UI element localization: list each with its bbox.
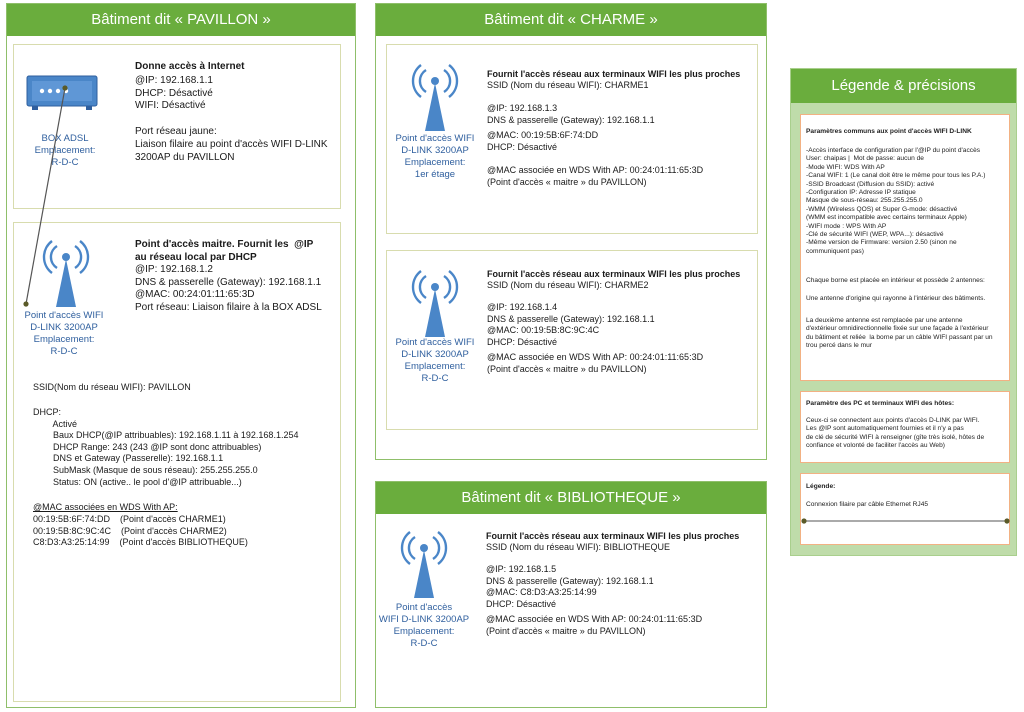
bibliotheque-ssid: SSID (Nom du réseau WIFI): BIBLIOTHEQUE bbox=[486, 542, 671, 552]
charme2-caption: Point d'accès WIFI D-LINK 3200AP Emplacement: R-D-C bbox=[395, 337, 475, 384]
box-adsl-lines: @IP: 192.168.1.1 DHCP: Désactivé WIFI: Désactivé bbox=[135, 75, 213, 112]
legend-title: Légende & précisions bbox=[791, 69, 1016, 103]
charme2-wds: @MAC associée en WDS With AP: 00:24:01:11:65:3D (Point d'accès « maitre » du PAVILLON) bbox=[487, 352, 704, 374]
ap-master-dhcp: DHCP: Activé Baux DHCP(@IP attribuables): 192.168.1.11 à 192.168.1.254 DHCP Range: 243 (243 @IP sont donc attribuables) DNS et Gateway (Passerelle): 192.168.1.1 SubMask (Masque de sous réseau): 255.255.255.0 Status: ON (active.. le pool d'@IP attribuable...) bbox=[33, 407, 299, 487]
charme1-card bbox=[386, 44, 758, 234]
pavillon-panel bbox=[6, 3, 356, 708]
ap-master-ssid: SSID(Nom du réseau WIFI): PAVILLON bbox=[33, 382, 191, 392]
bibliotheque-title: Bâtiment dit « BIBLIOTHEQUE » bbox=[376, 482, 766, 514]
charme-panel bbox=[375, 3, 767, 460]
legend-antenna1: Une antenne d'origine qui rayonne à l'intérieur des bâtiments. bbox=[806, 295, 986, 302]
wifi-access-point-icon bbox=[409, 261, 461, 339]
legend-key-title: Légende: bbox=[806, 483, 836, 490]
bibliotheque-wds: @MAC associée en WDS With AP: 00:24:01:11:65:3D (Point d'accès « maitre » du PAVILLON) bbox=[486, 614, 703, 636]
legend-pc-title: Paramètre des PC et terminaux WIFI des hôtes: bbox=[806, 400, 955, 407]
pavillon-title: Bâtiment dit « PAVILLON » bbox=[7, 4, 355, 36]
legend-antenna2: La deuxième antenne est remplacée par une antenne d'extérieur omnidirectionnelle fixée sur une façade à l'extérieur du bâtiment et reliée la borne par un câble WIFI passant par un trou percé dans le mur bbox=[806, 317, 993, 350]
legend-common-title: Paramètres communs aux point d'accès WIFI D-LINK bbox=[806, 128, 972, 135]
ethernet-cable-legend-line bbox=[801, 516, 1011, 526]
bibliotheque-panel bbox=[375, 481, 767, 708]
legend-pc-box bbox=[800, 391, 1010, 463]
box-adsl-caption: BOX ADSL Emplacement: R-D-C bbox=[34, 133, 96, 168]
charme-title: Bâtiment dit « CHARME » bbox=[376, 4, 766, 36]
charme1-mac: @MAC: 00:19:5B:6F:74:DD DHCP: Désactivé bbox=[487, 130, 599, 152]
ap-master-lines: @IP: 192.168.1.2 DNS & passerelle (Gateway): 192.168.1.1 @MAC: 00:24:01:11:65:3D Port réseau: Liaison filaire à la BOX ADSL bbox=[135, 264, 322, 313]
ethernet-link-line bbox=[7, 4, 357, 334]
legend-common-box bbox=[800, 114, 1010, 381]
charme2-ssid: SSID (Nom du réseau WIFI): CHARME2 bbox=[487, 280, 649, 290]
legend-common-text: -Accès interface de configuration par l'@IP du point d'accès User: chaipas | Mot de passe: aucun de -Mode WIFI: WDS With AP -Canal WIFI: 1 (Le canal doit être le même pour tous les P.A.) -SSID Broadcast (Diffusion du SSID): activé -Configuration IP: Adresse IP statique Masque de sous-réseau: 255.255.255.0 -WMM (Wireless QOS) et Super G-mode: désactivé (WMM est incompatible avec certains terminaux Apple) -WIFI mode : WPS With AP -Clé de sécurité WIFI (WEP, WPA...): désactivé -Même version de Firmware: version 2.50 (sinon ne communiquent pas) bbox=[806, 147, 986, 255]
charme2-heading: Fournit l'accès réseau aux terminaux WIFI les plus proches bbox=[487, 269, 741, 279]
charme1-lines: @IP: 192.168.1.3 DNS & passerelle (Gateway): 192.168.1.1 bbox=[487, 103, 655, 125]
ap-master-mac-title: @MAC associées en WDS With AP: bbox=[33, 502, 178, 512]
ap-master-caption: Point d'accès WIFI D-LINK 3200AP Emplacement: R-D-C bbox=[24, 310, 104, 357]
ap-master-heading: Point d'accès maitre. Fournit les @IP au réseau local par DHCP bbox=[135, 239, 314, 263]
box-adsl-port-text: Liaison filaire au point d'accès WIFI D-LINK 3200AP du PAVILLON bbox=[135, 139, 328, 163]
legend-panel bbox=[790, 68, 1017, 556]
legend-pc-text: Ceux-ci se connectent aux points d'accès D-LINK par WIFI. Les @IP sont automatiquement fournies et il n'y a pas de clé de sécurité WIFI à renseigner (gîte très isolé, hôtes de confiance et volonté de faciliter l'accès au Web) bbox=[806, 417, 985, 450]
wifi-access-point-icon bbox=[409, 55, 461, 133]
charme1-caption: Point d'accès WIFI D-LINK 3200AP Emplacement: 1er étage bbox=[395, 133, 475, 180]
box-adsl-heading: Donne accès à Internet bbox=[135, 61, 245, 72]
legend-key-text: Connexion filaire par câble Ethernet RJ45 bbox=[806, 501, 929, 508]
bibliotheque-caption: Point d'accès WIFI D-LINK 3200AP Emplacement: R-D-C bbox=[378, 602, 470, 649]
charme2-lines: @IP: 192.168.1.4 DNS & passerelle (Gateway): 192.168.1.1 @MAC: 00:19:5B:8C:9C:4C DHCP: Désactivé bbox=[487, 302, 655, 347]
wifi-access-point-icon bbox=[398, 522, 450, 600]
legend-antenna-text: Chaque borne est placée en intérieur et possède 2 antennes: bbox=[806, 277, 985, 284]
charme1-heading: Fournit l'accès réseau aux terminaux WIFI les plus proches bbox=[487, 69, 741, 79]
charme1-wds: @MAC associée en WDS With AP: 00:24:01:11:65:3D (Point d'accès « maitre » du PAVILLON) bbox=[487, 165, 704, 187]
bibliotheque-heading: Fournit l'accès réseau aux terminaux WIFI les plus proches bbox=[486, 531, 740, 541]
charme2-card bbox=[386, 250, 758, 430]
charme1-ssid: SSID (Nom du réseau WIFI): CHARME1 bbox=[487, 80, 649, 90]
legend-key-box bbox=[800, 473, 1010, 545]
ap-master-mac-list: 00:19:5B:6F:74:DD (Point d'accès CHARME1) 00:19:5B:8C:9C:4C (Point d'accès CHARME2) C8:D3:A3:25:14:99 (Point d'accès BIBLIOTHEQUE) bbox=[33, 514, 248, 548]
bibliotheque-lines: @IP: 192.168.1.5 DNS & passerelle (Gateway): 192.168.1.1 @MAC: C8:D3:A3:25:14:99 DHCP: Désactivé bbox=[486, 564, 654, 609]
box-adsl-port-title: Port réseau jaune: bbox=[135, 126, 217, 137]
